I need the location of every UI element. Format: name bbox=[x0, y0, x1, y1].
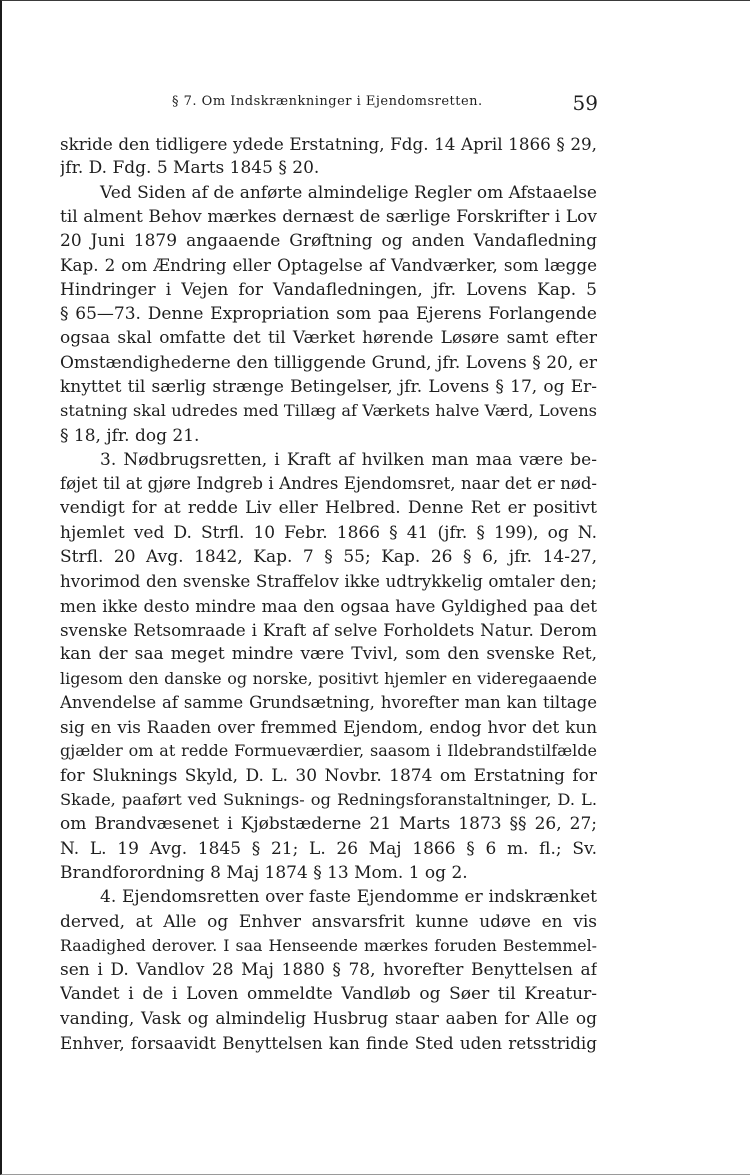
text-line: men ikke desto mindre maa den ogsaa have Gyldighed paa det bbox=[60, 595, 597, 616]
text-line: Hindringer i Vejen for Vandafledningen, jfr. Lovens Kap. 5 bbox=[60, 279, 597, 300]
text-line: § 18, jfr. dog 21. bbox=[60, 425, 200, 446]
body-text bbox=[60, 132, 597, 1055]
text-line: for Sluknings Skyld, D. L. 30 Novbr. 1874 om Erstatning for bbox=[60, 765, 597, 786]
text-line: ligesom den danske og norske, positivt hjemler en videregaaende bbox=[60, 668, 597, 688]
text-line: N. L. 19 Avg. 1845 § 21; L. 26 Maj 1866 § 6 m. fl.; Sv. bbox=[60, 838, 597, 859]
text-line: Raadighed derover. I saa Henseende mærkes foruden Bestemmel- bbox=[60, 935, 597, 955]
text-line: svenske Retsomraade i Kraft af selve Forholdets Natur. Derom bbox=[60, 619, 597, 640]
text-line: derved, at Alle og Enhver ansvarsfrit kunne udøve en vis bbox=[60, 911, 597, 932]
text-line: statning skal udredes med Tillæg af Værkets halve Værd, Lovens bbox=[60, 401, 597, 421]
text-line: knyttet til særlig strænge Betingelser, jfr. Lovens § 17, og Er- bbox=[60, 376, 597, 397]
text-line: føjet til at gjøre Indgreb i Andres Ejendomsret, naar det er nød- bbox=[60, 474, 597, 494]
text-line: til alment Behov mærkes dernæst de særlige Forskrifter i Lov bbox=[60, 206, 597, 227]
text-line: hjemlet ved D. Strfl. 10 Febr. 1866 § 41 (jfr. § 199), og N. bbox=[60, 522, 597, 543]
text-line: kan der saa meget mindre være Tvivl, som den svenske Ret, bbox=[60, 644, 597, 665]
text-line: Brandforordning 8 Maj 1874 § 13 Mom. 1 og 2. bbox=[60, 862, 468, 883]
text-line: ogsaa skal omfatte det til Værket hørende Løsøre samt efter bbox=[60, 328, 597, 349]
text-line: hvorimod den svenske Straffelov ikke udtrykkelig omtaler den; bbox=[60, 571, 597, 592]
text-line: § 65—73. Denne Expropriation som paa Ejerens Forlangende bbox=[60, 304, 597, 325]
text-line: sig en vis Raaden over fremmed Ejendom, endog hvor det kun bbox=[60, 717, 597, 738]
text-line: Strfl. 20 Avg. 1842, Kap. 7 § 55; Kap. 26 § 6, jfr. 14-27, bbox=[60, 547, 597, 568]
text-line: om Brandvæsenet i Kjøbstæderne 21 Marts 1873 §§ 26, 27; bbox=[60, 814, 597, 835]
text-line: gjælder om at redde Formueværdier, saasom i Ildebrandstilfælde bbox=[60, 741, 597, 761]
text-line: vanding, Vask og almindelig Husbrug staar aaben for Alle og bbox=[60, 1008, 597, 1029]
text-line: 4. Ejendomsretten over faste Ejendomme er indskrænket bbox=[100, 887, 597, 908]
text-line: jfr. D. Fdg. 5 Marts 1845 § 20. bbox=[60, 158, 320, 179]
text-line: Ved Siden af de anførte almindelige Regler om Afstaaelse bbox=[100, 182, 597, 203]
page-number: 59 bbox=[572, 91, 598, 115]
text-line: vendigt for at redde Liv eller Helbred. Denne Ret er positivt bbox=[60, 498, 597, 519]
running-head bbox=[172, 91, 602, 117]
text-line: sen i D. Vandlov 28 Maj 1880 § 78, hvorefter Benyttelsen af bbox=[60, 960, 597, 981]
text-line: Omstændighederne den tilliggende Grund, jfr. Lovens § 20, er bbox=[60, 352, 597, 373]
text-line: Enhver, forsaavidt Benyttelsen kan finde Sted uden retsstridig bbox=[60, 1032, 597, 1053]
text-line: Anvendelse af samme Grundsætning, hvorefter man kan tiltage bbox=[60, 692, 597, 712]
text-line: 3. Nødbrugsretten, i Kraft af hvilken man maa være be- bbox=[100, 449, 597, 470]
text-line: Vandet i de i Loven ommeldte Vandløb og Søer til Kreatur- bbox=[60, 984, 597, 1005]
text-line: 20 Juni 1879 angaaende Grøftning og anden Vandafledning bbox=[60, 231, 597, 252]
text-line: Skade, paaført ved Suknings- og Redningsforanstaltninger, D. L. bbox=[60, 790, 597, 810]
text-line: skride den tidligere ydede Erstatning, Fdg. 14 April 1866 § 29, bbox=[60, 134, 597, 154]
text-line: Kap. 2 om Ændring eller Optagelse af Vandværker, som lægge bbox=[60, 255, 597, 276]
running-title: § 7. Om Indskrænkninger i Ejendomsretten. bbox=[172, 94, 483, 109]
